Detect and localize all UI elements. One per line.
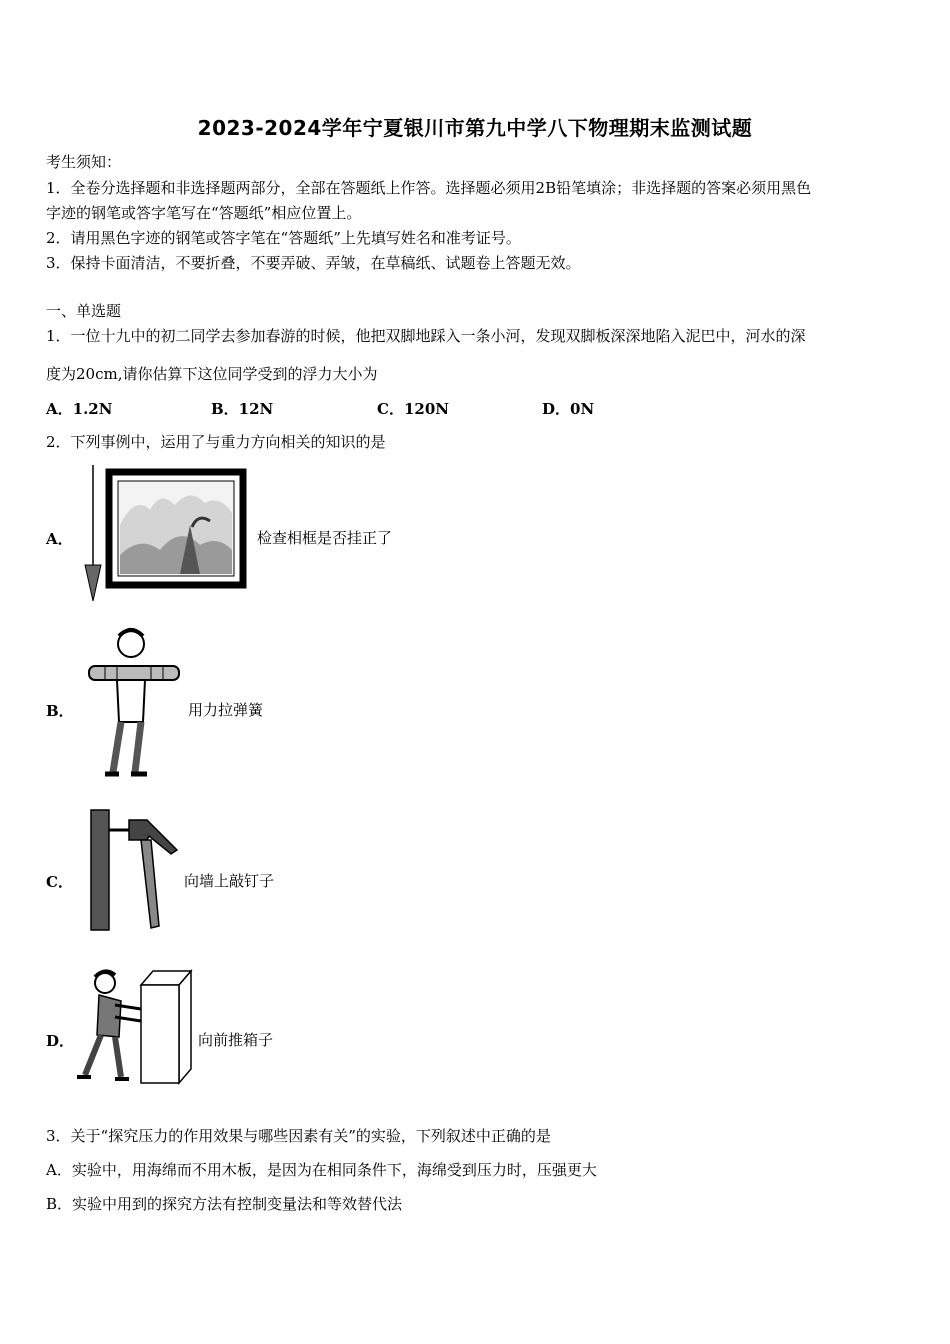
hammer-nail-wall-illustration [85, 808, 185, 933]
notice-line-3: 2．请用黑色字迹的钢笔或答字笔在“答题纸”上先填写姓名和准考证号。 [46, 229, 521, 247]
notice-line-1: 1．全卷分选择题和非选择题两部分，全部在答题纸上作答。选择题必须用2B铅笔填涂；非选择题的答案必须用黑色 [46, 179, 812, 197]
q3-option-b: B．实验中用到的探究方法有控制变量法和等效替代法 [46, 1195, 403, 1213]
person-pushing-box-illustration [75, 965, 195, 1085]
q3-option-a: A．实验中，用海绵而不用木板，是因为在相同条件下，海绵受到压力时，压强更大 [46, 1161, 597, 1179]
q2-option-c-letter: C． [46, 873, 73, 891]
q3-stem: 3．关于“探究压力的作用效果与哪些因素有关”的实验，下列叙述中正确的是 [46, 1127, 551, 1145]
q2-option-a-text: 检查相框是否挂正了 [257, 529, 393, 547]
notice-line-4: 3．保持卡面清洁，不要折叠，不要弄破、弄皱，在草稿纸、试题卷上答题无效。 [46, 254, 581, 272]
notice-heading: 考生须知： [46, 153, 122, 171]
q2-option-d-letter: D． [46, 1032, 75, 1050]
q1-option-d: D．0N [542, 400, 595, 418]
q2-option-b-text: 用力拉弹簧 [188, 701, 264, 719]
q1-option-a: A．1.2N [46, 400, 113, 418]
q1-stem-line-2: 度为20cm,请你估算下这位同学受到的浮力大小为 [46, 365, 378, 383]
man-stretching-spring-illustration [85, 622, 185, 782]
q1-stem-line-1: 1．一位十九中的初二同学去参加春游的时候，他把双脚地踩入一条小河，发现双脚板深深地陷入泥巴中，河水的深 [46, 327, 806, 345]
q1-option-b: B．12N [211, 400, 274, 418]
q2-option-c-text: 向墙上敲钉子 [184, 872, 275, 890]
section-heading: 一、单选题 [46, 302, 122, 320]
q1-option-c: C．120N [377, 400, 449, 418]
q2-option-b-letter: B． [46, 702, 74, 720]
plumb-bob-picture-frame-illustration [80, 465, 250, 605]
page-title: 2023-2024学年宁夏银川市第九中学八下物理期末监测试题 [197, 116, 753, 140]
q2-option-d-text: 向前推箱子 [198, 1031, 274, 1049]
q2-stem: 2．下列事例中，运用了与重力方向相关的知识的是 [46, 433, 386, 451]
q2-option-a-letter: A． [46, 530, 73, 548]
notice-line-2: 字迹的钢笔或答字笔写在“答题纸”相应位置上。 [46, 204, 362, 222]
